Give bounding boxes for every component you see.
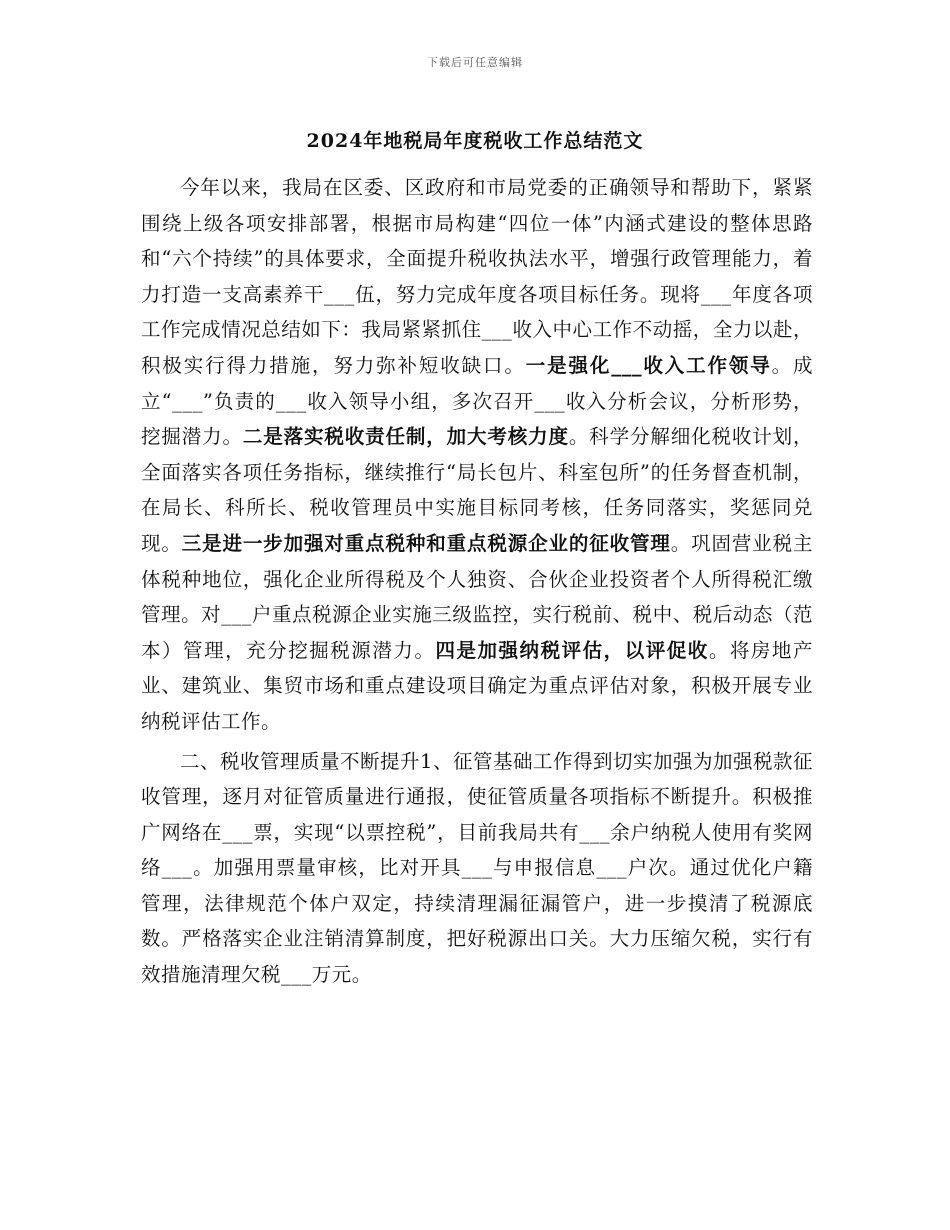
paragraph-2 <box>141 744 813 993</box>
document-title: 2024年地税局年度税收工作总结范文 <box>306 130 644 152</box>
text-segment: 。将房地产业、建筑业、集贸市场和重点建设项目确定为重点评估对象，积极开展专业纳税评估工作。 <box>141 638 813 733</box>
header-note: 下载后可任意编辑 <box>427 56 523 69</box>
text-segment: 。科学分解细化税收计划，全面落实各项任务指标，继续推行“局长包片、科室包所”的任务督查机制，在局长、科所长、税收管理员中实施目标同考核，任务同落实，奖惩同兑现。 <box>141 425 813 555</box>
document-body <box>141 170 813 993</box>
bold-heading-2: 二是落实税收责任制，加大考核力度 <box>242 425 569 449</box>
text-segment: 。巩固营业税主体税种地位，强化企业所得税及个人独资、合伙企业投资者个人所得税汇缴管理。对___户重点税源企业实施三级监控，实行税前、税中、税后动态（范本）管理，充分挖掘税源潜力。 <box>141 531 813 662</box>
text-segment: 。成立“___”负责的___收入领导小组，多次召开___收入分析会议，分析形势，挖掘潜力。 <box>141 353 813 449</box>
text-segment: 今年以来，我局在区委、区政府和市局党委的正确领导和帮助下，紧紧围绕上级各项安排部署，根据市局构建“四位一体”内涵式建设的整体思路和“六个持续”的具体要求，全面提升税收执法水平，增强行政管理能力，着力打造一支高素养干___伍，努力完成年度各项目标任务。现将___年度各项工作完成情况总结如下：我局紧紧抓住___收入中心工作不动摇，全力以赴，积极实行得力措施，努力弥补短收缺口。 <box>141 176 813 377</box>
bold-heading-1: 一是强化___收入工作领导 <box>525 353 772 377</box>
text-segment: 二、税收管理质量不断提升1、征管基础工作得到切实加强为加强税款征收管理，逐月对征管质量进行通报，使征管质量各项指标不断提升。积极推广网络在___票，实现“以票控税”，目前我局共有___余户纳税人使用有奖网络___。加强用票量审核，比对开具___与申报信息___户次。通过优化户籍管理，法律规范个体户双定，持续清理漏征漏管户，进一步摸清了税源底数。严格落实企业注销清算制度，把好税源出口关。大力压缩欠税，实行有效措施清理欠税___万元。 <box>141 749 813 987</box>
bold-heading-3: 三是进一步加强对重点税种和重点税源企业的征收管理 <box>181 531 671 555</box>
bold-heading-4: 四是加强纳税评估，以评促收 <box>435 638 709 662</box>
paragraph-1 <box>141 170 813 740</box>
